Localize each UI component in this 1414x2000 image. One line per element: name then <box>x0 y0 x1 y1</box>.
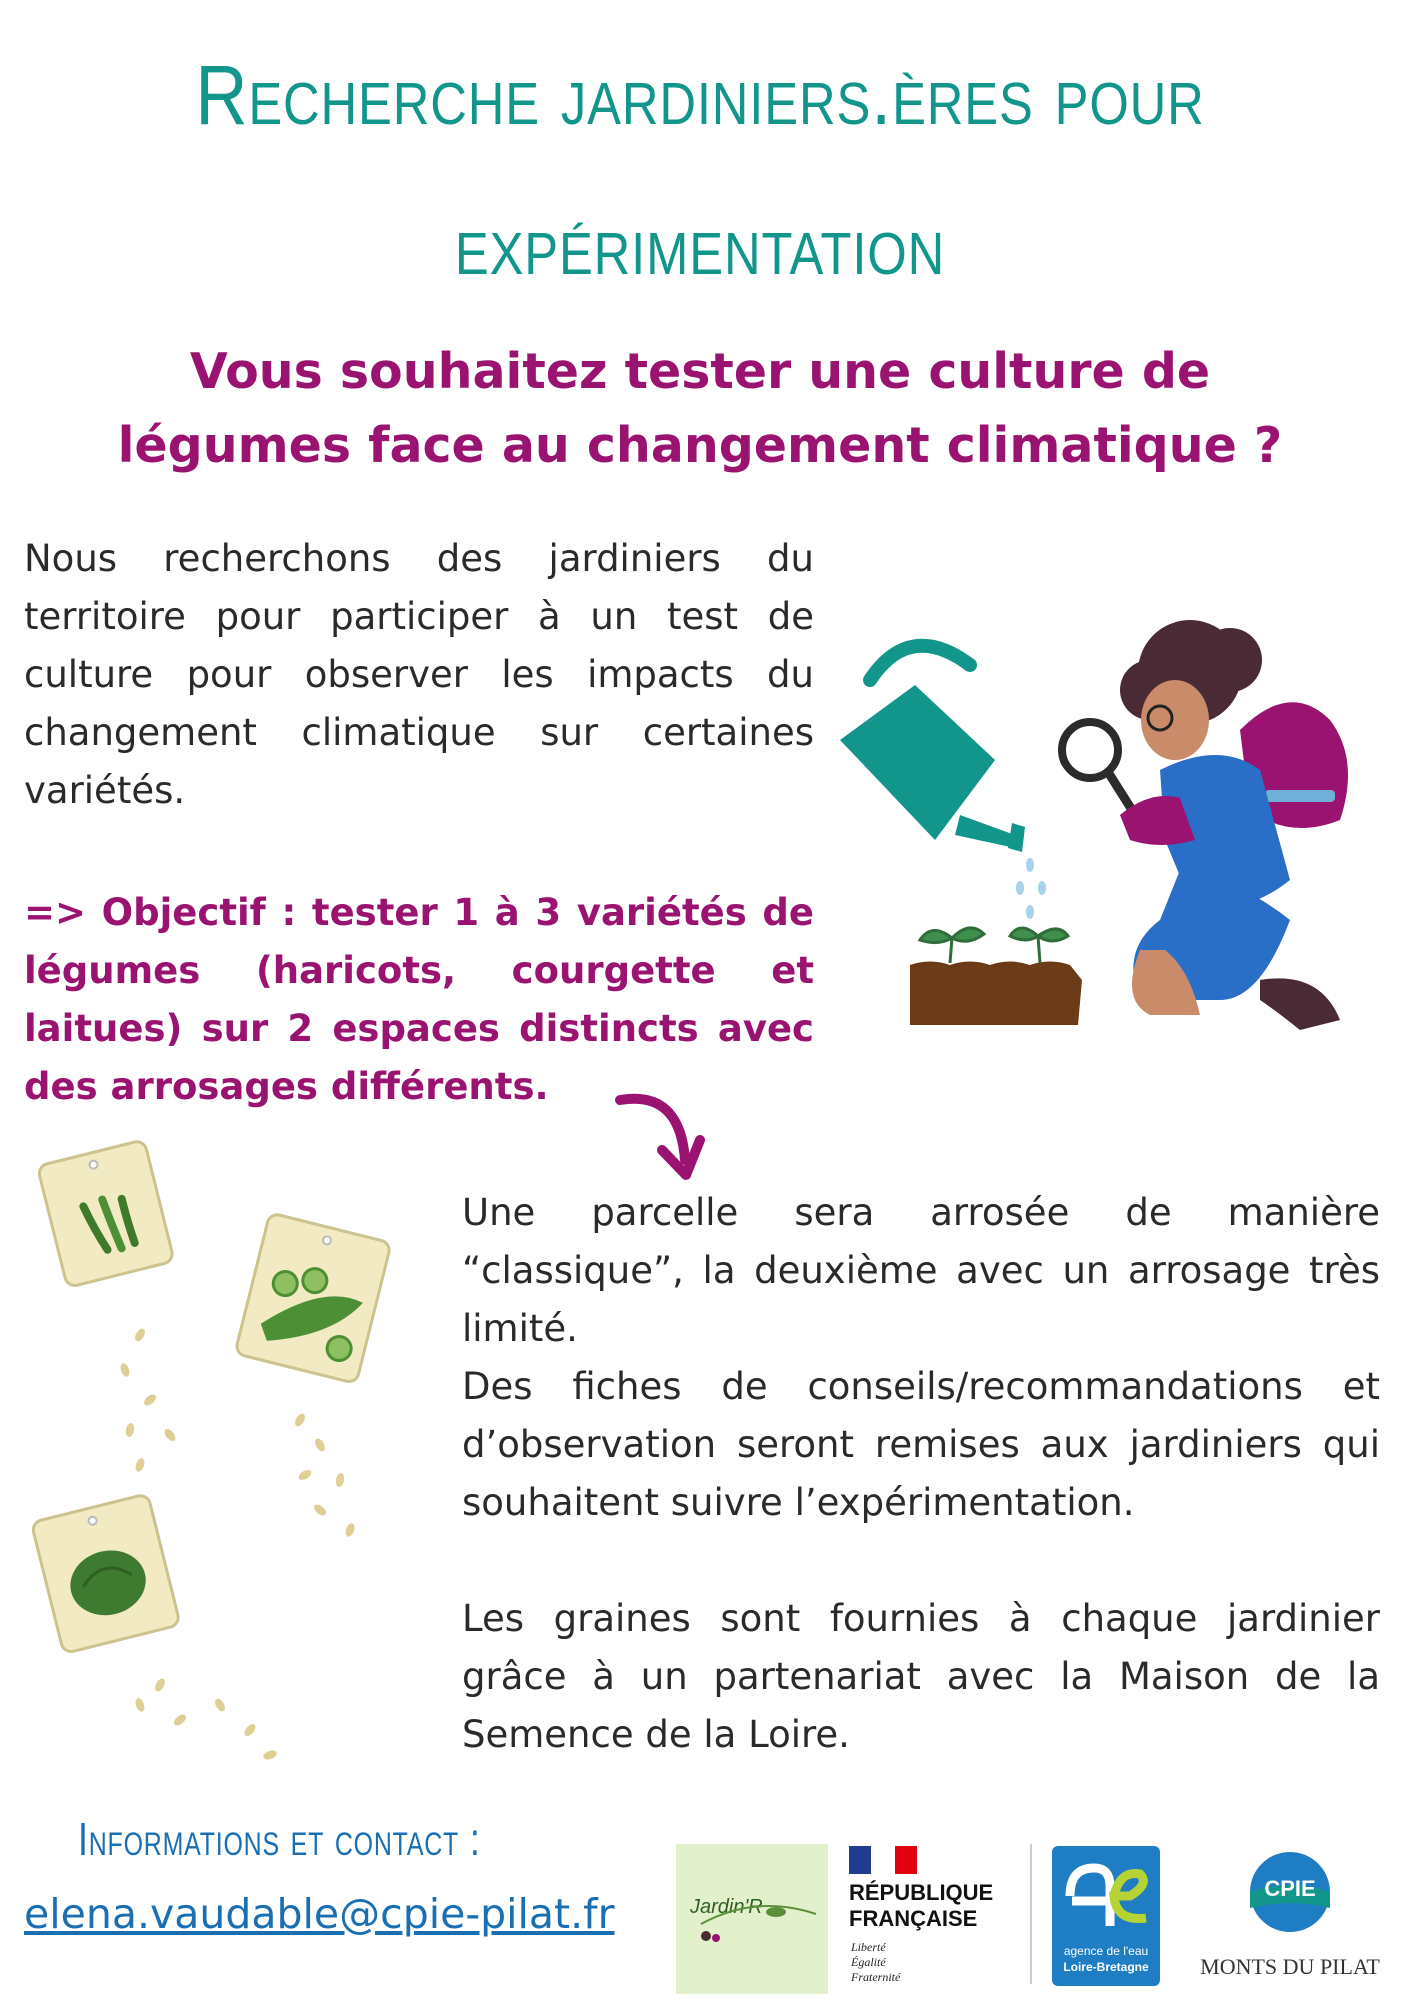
cpie-logo <box>1170 1844 1410 1994</box>
page-title <box>150 20 1251 320</box>
monts-du-pilat-text: MONTS DU PILAT <box>1200 1954 1380 1979</box>
motto-egalite: Égalité <box>851 1955 886 1969</box>
water-drops <box>1016 858 1046 919</box>
title-line-2: expérimentation <box>454 198 946 292</box>
sprouts-icon <box>920 928 1068 963</box>
curved-arrow-icon <box>600 1080 710 1190</box>
subtitle-line-2: légumes face au changement climatique ? <box>117 417 1283 474</box>
right-paragraph-1: Une parcelle sera arrosée de manière “classique”, la deuxième avec un arrosage très limité. <box>462 1191 1380 1350</box>
leaf-icon <box>686 1884 821 1944</box>
zucchini-seed-packet <box>235 1213 391 1384</box>
title-line-1: Recherche jardiniers.ères pour <box>195 48 1205 142</box>
contact-label: Informations et contact : <box>78 1813 481 1865</box>
agence-eau-icon <box>1060 1856 1152 1936</box>
agence-eau-text-1: agence de l'eau <box>1063 1944 1149 1958</box>
agence-eau-text-2: Loire-Bretagne <box>1063 1960 1149 1974</box>
french-flag-icon <box>849 1846 917 1874</box>
motto-liberte: Liberté <box>851 1940 886 1954</box>
cpie-text: CPIE <box>1264 1876 1316 1901</box>
motto-fraternite: Fraternité <box>851 1970 901 1984</box>
francaise-text: FRANÇAISE <box>849 1906 978 1931</box>
objective-paragraph: => Objectif : tester 1 à 3 variétés de légumes (haricots, courgette et laitues) sur 2 espaces distincts avec des arrosages différents. <box>24 891 814 1108</box>
subtitle-line-1: Vous souhaitez tester une culture de <box>189 343 1211 400</box>
intro-paragraph: Nous recherchons des jardiniers du territoire pour participer à un test de culture pour observer les impacts du changement climatique sur certaines variétés. <box>24 537 814 812</box>
right-paragraph-2: Des fiches de conseils/recommandations et d’observation seront remises aux jardiniers qui souhaitent suivre l’expérimentation. <box>462 1365 1380 1524</box>
republique-text: RÉPUBLIQUE <box>849 1880 994 1905</box>
jardinr-logo <box>676 1844 828 1994</box>
agence-eau-logo <box>1052 1846 1160 1986</box>
contact-email-link[interactable]: elena.vaudable@cpie-pilat.fr <box>24 1890 615 1938</box>
republique-francaise-logo <box>845 1844 1030 1994</box>
person-figure <box>1062 620 1348 1030</box>
bean-seed-packet <box>37 1140 174 1288</box>
watering-can-icon <box>840 646 1025 852</box>
right-paragraph-3: Les graines sont fournies à chaque jardinier grâce à un partenariat avec la Maison de la Semence de la Loire. <box>462 1597 1380 1756</box>
logo-divider <box>1030 1844 1032 1984</box>
soil-icon <box>910 962 1082 1026</box>
subtitle <box>40 335 1360 483</box>
gardener-illustration <box>820 620 1410 1060</box>
jardinr-logo-text: Jardin'R <box>690 1896 763 1918</box>
lettuce-seed-packet <box>31 1494 180 1654</box>
seed-packets-illustration <box>20 1130 400 1770</box>
